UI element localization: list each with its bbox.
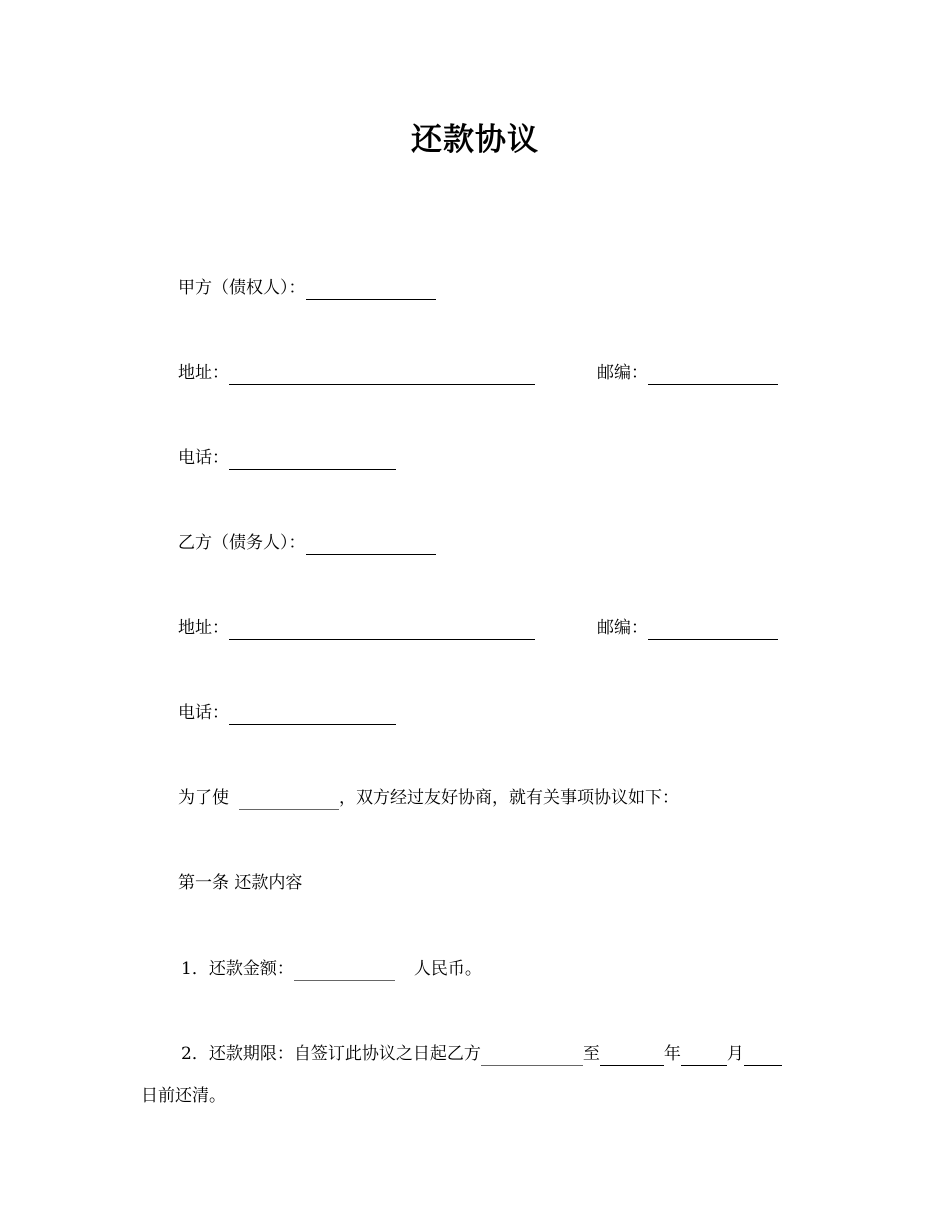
party-b-phone-field[interactable] [229,706,396,725]
party-b-address-row [178,616,535,640]
party-b-phone-row [178,701,396,725]
party-b-label: 乙方（债务人）： [178,533,306,553]
repayment-term-month: 月 [726,1044,744,1064]
repayment-term-label: 2．还款期限：自签订此协议之日起乙方 [181,1044,481,1064]
party-b-row [178,531,436,555]
party-b-postcode-row [597,616,778,640]
party-b-phone-label: 电话： [178,703,229,723]
party-a-row [178,276,436,300]
party-a-postcode-field[interactable] [648,366,778,385]
repayment-day-field[interactable] [744,1047,782,1066]
intro-paragraph [178,786,679,810]
repayment-amount-field[interactable] [294,962,395,981]
party-a-postcode-label: 邮编： [597,363,648,383]
repayment-term-row [181,1042,782,1066]
party-a-address-field[interactable] [229,366,535,385]
intro-after-text: ，双方经过友好协商，就有关事项协议如下： [339,788,679,808]
party-a-postcode-row [597,361,778,385]
repayment-term-party-field[interactable] [481,1047,583,1066]
party-a-phone-field[interactable] [229,451,396,470]
repayment-term-continuation: 日前还清。 [141,1086,226,1106]
party-a-phone-label: 电话： [178,448,229,468]
party-a-address-label: 地址： [178,363,229,383]
repayment-term-year: 年 [663,1044,681,1064]
repayment-month-field[interactable] [681,1047,727,1066]
repayment-amount-row [181,957,482,981]
repayment-year-field[interactable] [600,1047,664,1066]
party-b-address-field[interactable] [229,621,535,640]
repayment-amount-label: 1．还款金额： [181,959,294,979]
party-a-phone-row [178,446,396,470]
party-b-address-label: 地址： [178,618,229,638]
party-a-address-row [178,361,535,385]
intro-purpose-field[interactable] [239,791,339,810]
party-a-name-field[interactable] [306,281,436,300]
party-b-name-field[interactable] [306,536,436,555]
repayment-amount-suffix: 人民币。 [413,959,482,979]
document-title: 还款协议 [411,122,539,158]
party-b-postcode-label: 邮编： [597,618,648,638]
intro-before-text: 为了使 [178,788,229,808]
party-a-label: 甲方（债权人）： [178,278,306,298]
party-b-postcode-field[interactable] [648,621,778,640]
article-1-heading: 第一条 还款内容 [178,873,303,893]
repayment-term-to: 至 [582,1044,600,1064]
